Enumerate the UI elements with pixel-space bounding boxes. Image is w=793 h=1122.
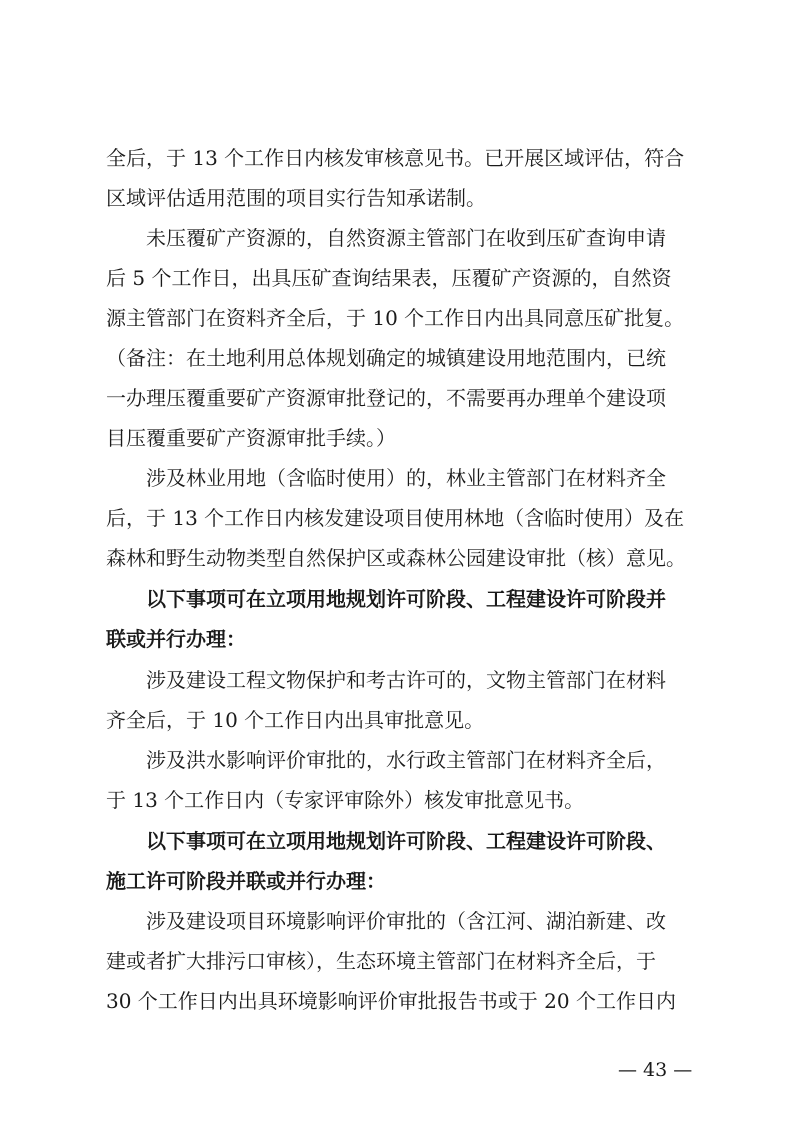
section-heading-line-3: 以下事项可在立项用地规划许可阶段、工程建设许可阶段、 [146,829,666,853]
text-line-8: 目压覆重要矿产资源审批手续。） [106,426,396,450]
text-line-14: 涉及建设工程文物保护和考古许可的，文物主管部门在材料 [146,668,666,692]
text-line-4: 后 5 个工作日，出具压矿查询结果表，压覆矿产资源的，自然资 [106,266,672,290]
text-line-10: 后，于 13 个工作日内核发建设项目使用林地（含临时使用）及在 [106,506,685,530]
text-line-5: 源主管部门在资料齐全后，于 10 个工作日内出具同意压矿批复。 [106,306,685,330]
text-line-1: 全后，于 13 个工作日内核发审核意见书。已开展区域评估，符合 [106,146,685,170]
text-line-7: 一办理压覆重要矿产资源审批登记的，不需要再办理单个建设项 [106,386,666,410]
text-line-22: 30 个工作日内出具环境影响评价审批报告书或于 20 个工作日内 [106,989,676,1013]
page-number: — 43 — [618,1059,693,1081]
text-line-11: 森林和野生动物类型自然保护区或森林公园建设审批（核）意见。 [106,546,686,570]
text-line-6: （备注：在土地利用总体规划确定的城镇建设用地范围内，已统 [106,346,666,370]
text-line-3: 未压覆矿产资源的，自然资源主管部门在收到压矿查询申请 [146,226,666,250]
section-heading-line-4: 施工许可阶段并联或并行办理： [106,869,386,893]
section-heading-line-2: 联或并行办理： [106,627,246,651]
text-line-16: 涉及洪水影响评价审批的，水行政主管部门在材料齐全后， [146,748,666,772]
text-line-20: 涉及建设项目环境影响评价审批的（含江河、湖泊新建、改 [146,909,666,933]
text-line-17: 于 13 个工作日内（专家评审除外）核发审批意见书。 [106,788,585,812]
text-line-15: 齐全后，于 10 个工作日内出具审批意见。 [106,708,485,732]
text-line-9: 涉及林业用地（含临时使用）的，林业主管部门在材料齐全 [146,466,666,490]
text-line-21: 建或者扩大排污口审核），生态环境主管部门在材料齐全后，于 [106,949,656,973]
text-line-2: 区域评估适用范围的项目实行告知承诺制。 [106,186,486,210]
section-heading-line-1: 以下事项可在立项用地规划许可阶段、工程建设许可阶段并 [146,587,666,611]
